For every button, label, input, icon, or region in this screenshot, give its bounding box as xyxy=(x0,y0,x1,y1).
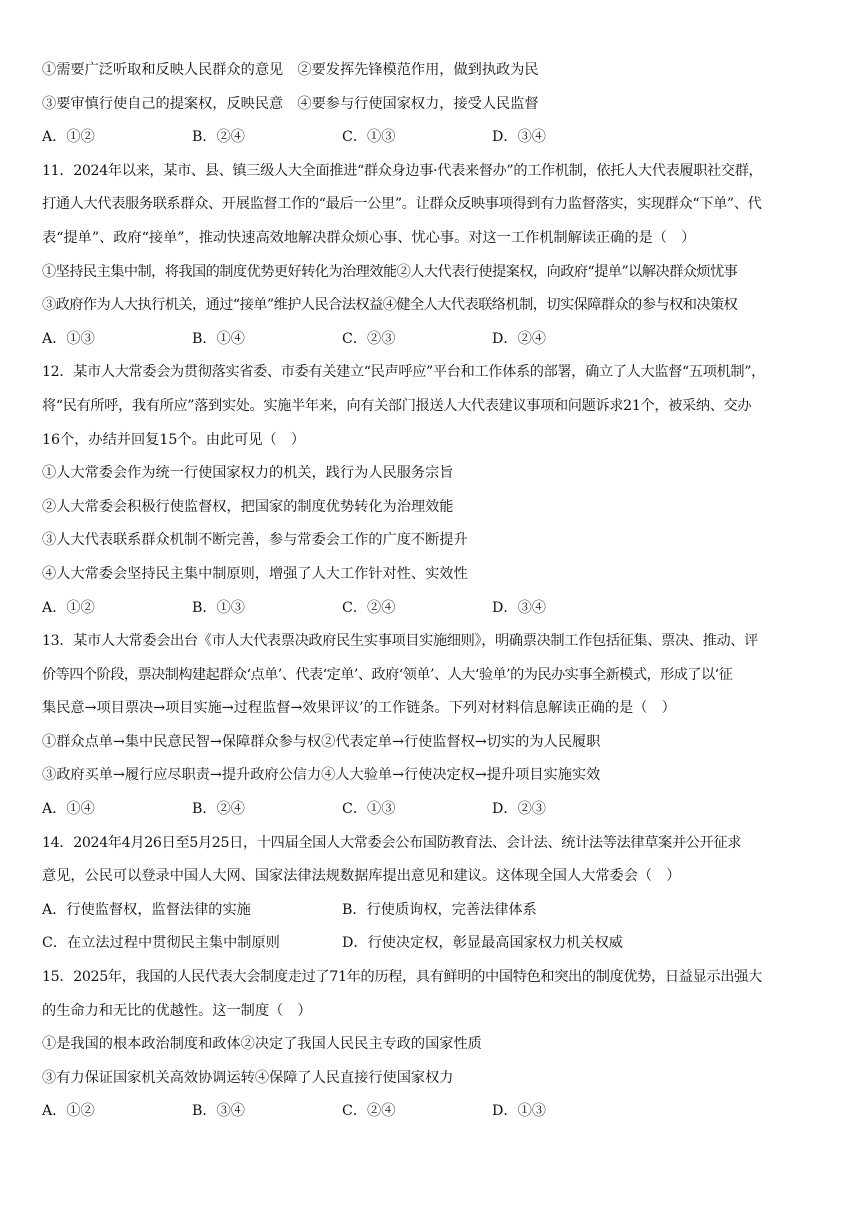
q14-choices-row-2 xyxy=(42,935,822,951)
q12-option-3: ③人大代表联系群众机制不断完善，参与常委会工作的广度不断提升 xyxy=(42,532,468,549)
question-11 xyxy=(42,163,822,347)
q11-choice-c[interactable]: C．②③ xyxy=(342,330,396,347)
q13-choice-d[interactable]: D．②③ xyxy=(492,801,546,818)
q12-choice-a[interactable]: A．①② xyxy=(42,599,95,616)
q15-choice-a[interactable]: A．①② xyxy=(42,1103,95,1120)
question-15 xyxy=(42,969,822,1119)
question-13 xyxy=(42,633,822,817)
q14-choice-c[interactable]: C．在立法过程中贯彻民主集中制原则 xyxy=(42,935,280,952)
q12-choice-b[interactable]: B．①③ xyxy=(192,599,245,616)
q13-choice-a[interactable]: A．①④ xyxy=(42,801,95,818)
q15-option-line-2: ③有力保证国家机关高效协调运转④保障了人民直接行使国家权力 xyxy=(42,1069,454,1086)
q11-stem-line-1: 11．2024年以来，某市、县、镇三级人大全面推进“群众身边事·代表来督办”的工作机制，依托人大代表履职社交群， xyxy=(42,162,763,179)
question-12 xyxy=(42,364,822,615)
q14-choice-a[interactable]: A．行使监督权，监督法律的实施 xyxy=(42,901,251,918)
q11-stem-line-2: 打通人大代表服务联系群众、开展监督工作的“最后一公里”。让群众反映事项得到有力监督落实，实现群众“下单”、代 xyxy=(42,196,762,213)
q15-option-line-1: ①是我国的根本政治制度和政体②决定了我国人民民主专政的国家性质 xyxy=(42,1036,482,1053)
q15-choices xyxy=(42,1103,822,1119)
q10-choice-a[interactable]: A．①② xyxy=(42,129,95,146)
q12-stem-line-3: 16个，办结并回复15个。由此可见（ ） xyxy=(42,431,306,448)
q15-stem-line-2: 的生命力和无比的优越性。这一制度（ ） xyxy=(42,1002,312,1019)
q12-choices xyxy=(42,600,822,616)
q13-choice-b[interactable]: B．②④ xyxy=(192,801,245,818)
q15-choice-b[interactable]: B．③④ xyxy=(192,1103,245,1120)
q14-stem-line-1: 14．2024年4月26日至5月25日，十四届全国人大常委会公布国防教育法、会计法、统计法等法律草案并公开征求 xyxy=(42,834,742,851)
q11-choices xyxy=(42,331,822,347)
question-14 xyxy=(42,835,822,952)
q13-stem-line-3: 集民意→项目票决→项目实施→过程监督→效果评议’的工作链条。下列对材料信息解读正确的是（ ） xyxy=(42,700,676,717)
q11-stem-line-3: 表“提单”、政府“接单”，推动快速高效地解决群众烦心事、忧心事。对这一工作机制解读正确的是（ ） xyxy=(42,229,696,246)
q11-choice-a[interactable]: A．①③ xyxy=(42,330,95,347)
q12-option-1: ①人大常委会作为统一行使国家权力的机关，践行为人民服务宗旨 xyxy=(42,465,454,482)
q12-option-4: ④人大常委会坚持民主集中制原则，增强了人大工作针对性、实效性 xyxy=(42,565,468,582)
q10-choice-d[interactable]: D．③④ xyxy=(492,129,546,146)
q13-choice-c[interactable]: C．①③ xyxy=(342,801,396,818)
q14-choice-d[interactable]: D．行使决定权，彰显最高国家权力机关权威 xyxy=(342,935,623,952)
q10-choice-c[interactable]: C．①③ xyxy=(342,129,396,146)
q14-choices-row-1 xyxy=(42,902,822,918)
q10-option-line-1: ①需要广泛听取和反映人民群众的意见 ②要发挥先锋模范作用，做到执政为民 xyxy=(42,62,539,78)
q15-stem-line-1: 15．2025年，我国的人民代表大会制度走过了71年的历程，具有鲜明的中国特色和突出的制度优势，日益显示出强大 xyxy=(42,969,762,986)
question-10 xyxy=(42,62,822,145)
q13-option-line-1: ①群众点单→集中民意民智→保障群众参与权②代表定单→行使监督权→切实的为人民履职 xyxy=(42,733,601,750)
q15-choice-d[interactable]: D．①③ xyxy=(492,1103,546,1120)
exam-page xyxy=(42,62,822,1137)
q10-choices xyxy=(42,129,822,145)
q12-choice-d[interactable]: D．③④ xyxy=(492,599,546,616)
q13-stem-line-1: 13．某市人大常委会出台《市人大代表票决政府民生实事项目实施细则》，明确票决制工作包括征集、票决、推动、评 xyxy=(42,633,758,650)
q14-stem-line-2: 意见，公民可以登录中国人大网、国家法律法规数据库提出意见和建议。这体现全国人大常委会（ ） xyxy=(42,868,681,885)
q14-choice-b[interactable]: B．行使质询权，完善法律体系 xyxy=(342,901,537,918)
q11-choice-d[interactable]: D．②④ xyxy=(492,330,546,347)
q12-stem-line-2: 将“民有所呼，我有所应”落到实处。实施半年来，向有关部门报送人大代表建议事项和问题诉求21个，被采纳、交办 xyxy=(42,397,752,414)
q11-option-line-2: ③政府作为人大执行机关，通过“接单”维护人民合法权益④健全人大代表联络机制，切实保障群众的参与权和决策权 xyxy=(42,297,738,314)
q12-choice-c[interactable]: C．②④ xyxy=(342,599,396,616)
q12-stem-line-1: 12．某市人大常委会为贯彻落实省委、市委有关建立“民声呼应”平台和工作体系的部署，确立了人大监督“五项机制”， xyxy=(42,364,766,381)
q10-choice-b[interactable]: B．②④ xyxy=(192,129,245,146)
q13-stem-line-2: 价等四个阶段，票决制构建起群众‘点单’、代表‘定单’、政府‘领单’、人大‘验单’的为民办实事全新模式，形成了以‘征 xyxy=(42,666,733,683)
q12-option-2: ②人大常委会积极行使监督权，把国家的制度优势转化为治理效能 xyxy=(42,498,454,515)
q15-choice-c[interactable]: C．②④ xyxy=(342,1103,396,1120)
q13-option-line-2: ③政府买单→履行应尽职责→提升政府公信力④人大验单→行使决定权→提升项目实施实效 xyxy=(42,767,601,784)
q11-option-line-1: ①坚持民主集中制，将我国的制度优势更好转化为治理效能②人大代表行使提案权，向政府“提单”以解决群众烦忧事 xyxy=(42,263,738,280)
q13-choices xyxy=(42,801,822,817)
q10-option-line-2: ③要审慎行使自己的提案权，反映民意 ④要参与行使国家权力，接受人民监督 xyxy=(42,95,539,112)
q11-choice-b[interactable]: B．①④ xyxy=(192,330,245,347)
